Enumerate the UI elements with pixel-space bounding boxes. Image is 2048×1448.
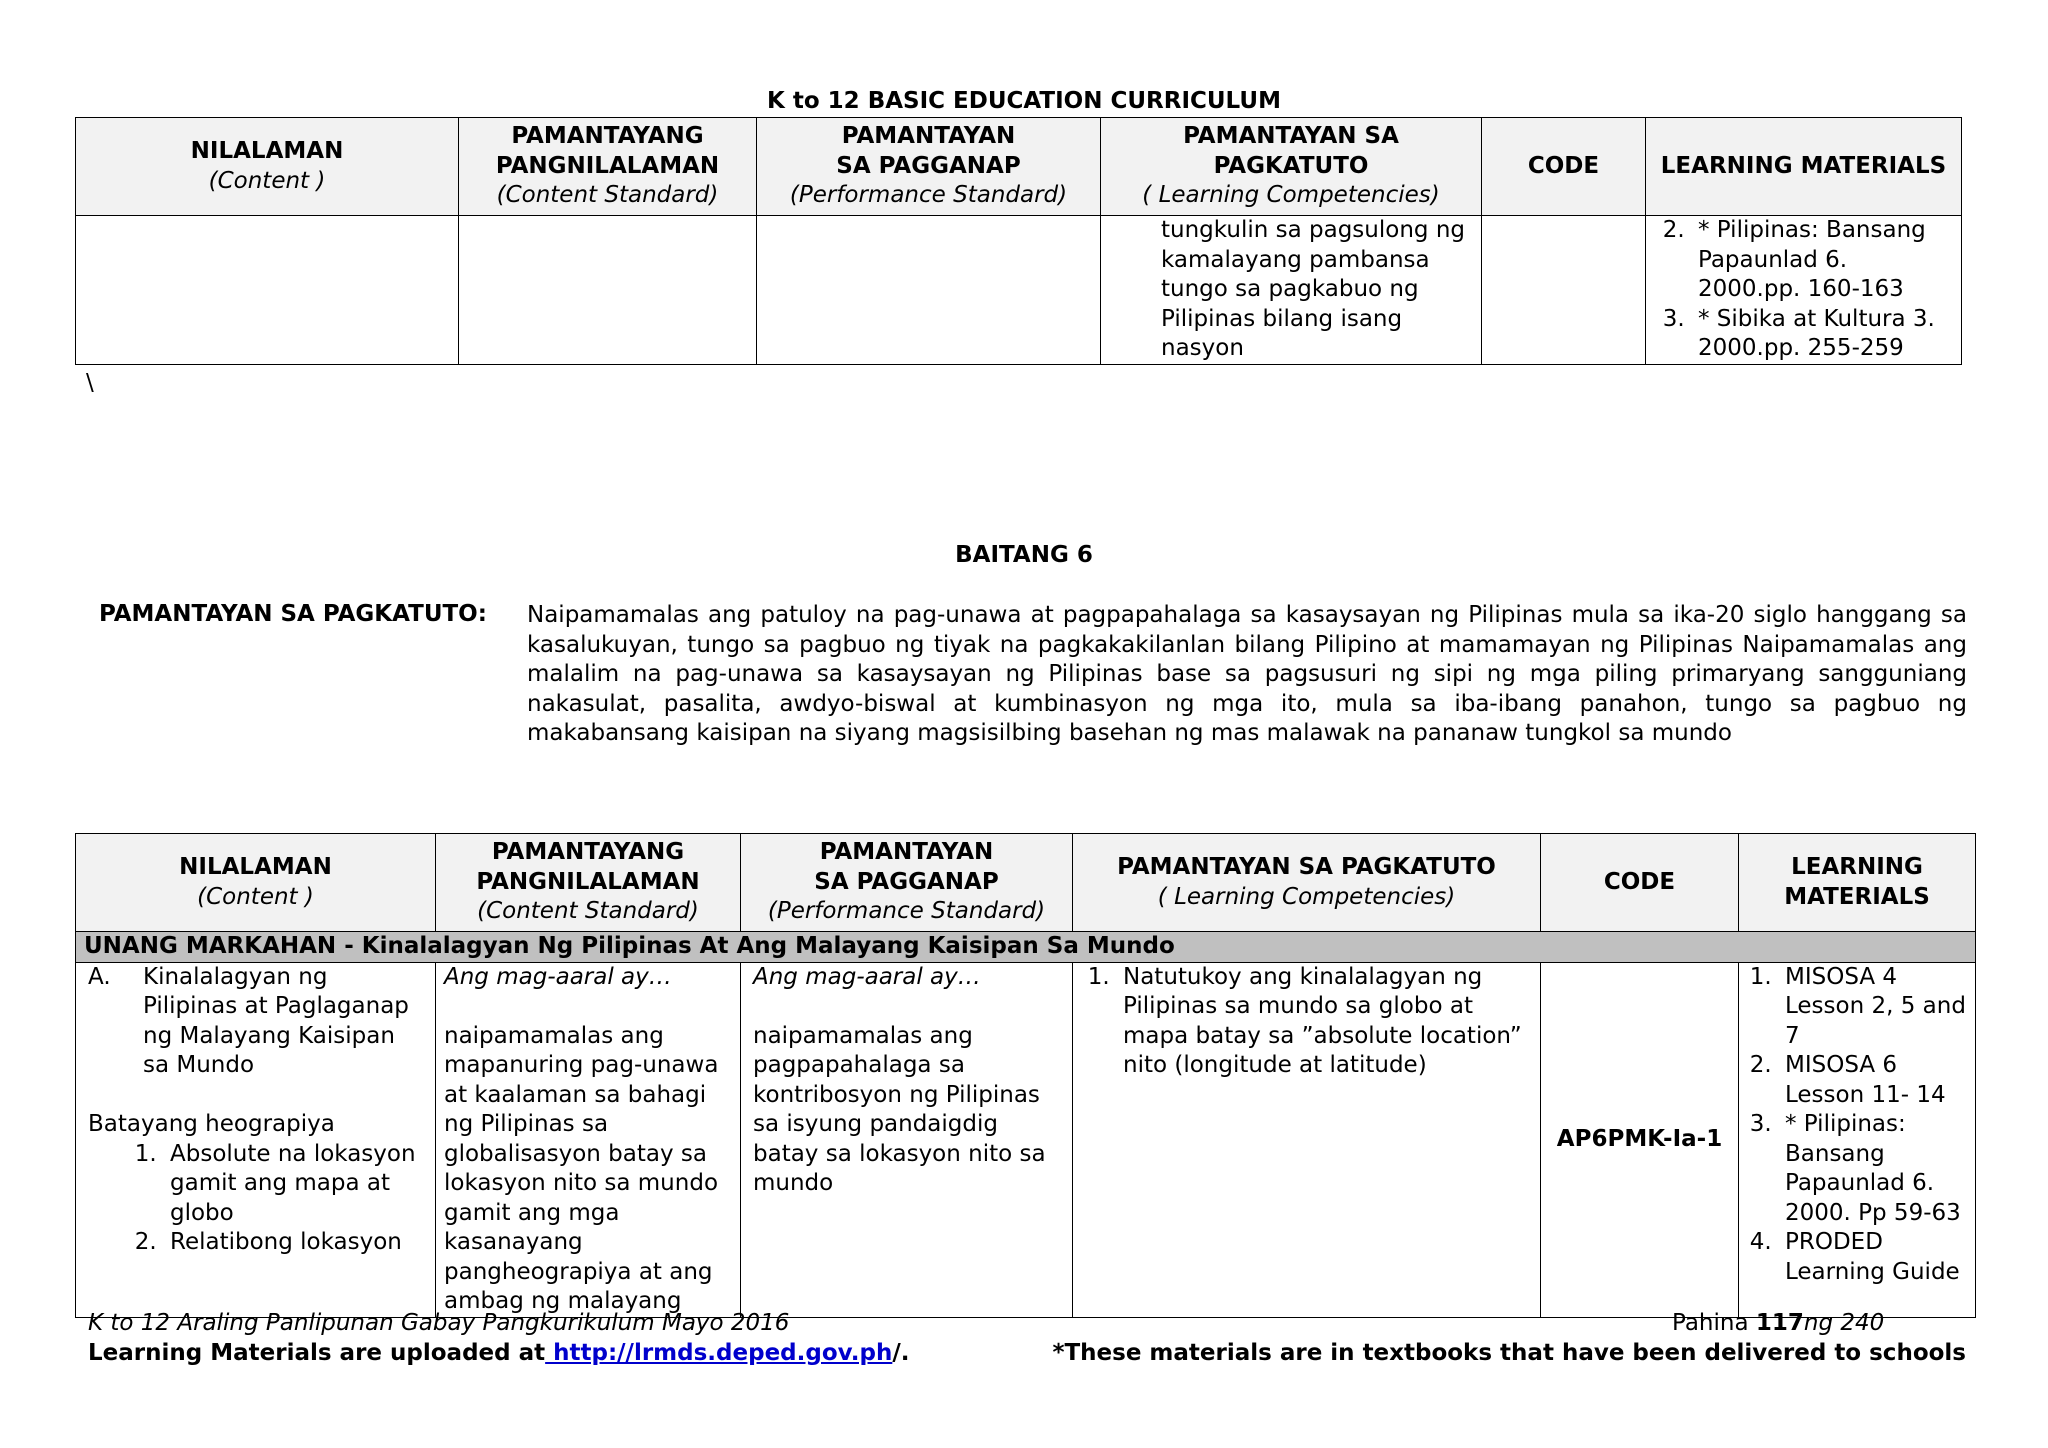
standard-body: naipamamalas ang mapanuring pag-unawa at kaalaman sa bahagi ng Pilipinas sa globalisasyon batay sa lokasyon nito sa mundo gamit ang mga kasanayang pangheograpiya at ang ambag ng malayang — [444, 1022, 719, 1314]
list-item: 1. Absolute na lokasyon gamit ang mapa at globo — [164, 1140, 427, 1229]
competency-line: nasyon — [1161, 335, 1244, 361]
col-header-performance-standard: PAMANTAYAN SA PAGGANAP (Performance Standard) — [757, 118, 1101, 216]
competency-cell — [1073, 962, 1541, 1317]
code-cell — [1482, 216, 1646, 365]
list-item: 1. MISOSA 4 Lesson 2, 5 and 7 — [1779, 963, 1967, 1052]
standard-body: naipamamalas ang pagpapahalaga sa kontribosyon ng Pilipinas sa isyung pandaigdig batay sa lokasyon nito sa mundo — [753, 1022, 1046, 1196]
competency-cell — [1101, 216, 1482, 365]
item-text: Kinalalagyan ng Pilipinas at Paglaganap ng Malayang Kaisipan sa Mundo — [143, 963, 409, 1078]
code-cell: AP6PMK-Ia-1 — [1541, 962, 1739, 1317]
footer-page-number: Pahina 117ng 240 — [1672, 1310, 1885, 1336]
competency-line: tungo sa pagkabuo ng — [1161, 276, 1419, 302]
competency-line: Pilipinas bilang isang — [1161, 305, 1403, 332]
col-header-content: NILALAMAN (Content ) — [76, 118, 459, 216]
content-subheading: Batayang heograpiya — [88, 1111, 335, 1137]
standard-label: PAMANTAYAN SA PAGKATUTO: — [99, 601, 487, 627]
list-item: 1. Natutukoy ang kinalalagyan ng Pilipinas sa mundo sa globo at mapa batay sa ”absolute location” nito (longitude at latitude) — [1117, 963, 1532, 1081]
performance-standard-cell — [741, 962, 1073, 1317]
lrmds-link[interactable]: http://lrmds.deped.gov.ph — [545, 1340, 893, 1366]
col-header-code: CODE — [1541, 834, 1739, 932]
quarter-row — [76, 932, 1976, 963]
standard-text: Naipamamalas ang patuloy na pag-unawa at pagpapahalaga sa kasaysayan ng Pilipinas mula sa ika-20 siglo hanggang sa kasalukuyan, tungo sa pagbuo ng tiyak na pagkakakilanlan bilang Pilipino at mamamayan ng Pilipinas Naipamamalas ang malalim na pag-unawa sa kasaysayan ng Pilipinas base sa pagsusuri ng sipi ng mga piling primaryang sangguniang nakasulat, pasalita, awdyo-biswal at kumbinasyon ng mga ito, mula sa iba-ibang panahon, tungo sa pagbuo ng makabansang kaisipan na siyang magsisilbing basehan ng mas malawak na pananaw tungkol sa mundo — [527, 602, 1967, 746]
materials-cell — [1739, 962, 1976, 1317]
col-header-learning-competencies: PAMANTAYAN SA PAGKATUTO ( Learning Competencies) — [1101, 118, 1482, 216]
col-header-content-standard: PAMANTAYANG PANGNILALAMAN (Content Standard) — [459, 118, 757, 216]
list-item: 2. * Pilipinas: Bansang Papaunlad 6. 2000.pp. 160-163 — [1692, 216, 1953, 305]
content-standard-cell — [459, 216, 757, 365]
competency-line: kamalayang pambansa — [1161, 246, 1430, 273]
content-standard-cell — [436, 962, 741, 1317]
table-row — [76, 216, 1962, 365]
col-header-content: NILALAMAN (Content ) — [76, 834, 436, 932]
list-item: 4. PRODED Learning Guide — [1779, 1228, 1967, 1287]
content-cell — [76, 216, 459, 365]
materials-list — [1739, 963, 1967, 1288]
list-item: 2. MISOSA 6 Lesson 11- 14 — [1779, 1051, 1967, 1110]
stray-character: \ — [86, 370, 94, 396]
materials-list — [1646, 216, 1953, 364]
item-letter: A. — [88, 963, 111, 990]
grade-heading: BAITANG 6 — [955, 542, 1093, 568]
footer-upload-note: Learning Materials are uploaded at http://lrmds.deped.gov.ph/. — [88, 1340, 910, 1366]
document-title: K to 12 BASIC EDUCATION CURRICULUM — [767, 88, 1281, 114]
content-item — [88, 963, 427, 1081]
table-row — [76, 962, 1976, 1317]
col-header-learning-materials: LEARNING MATERIALS — [1646, 118, 1962, 216]
quarter-heading: UNANG MARKAHAN - Kinalalagyan Ng Pilipinas At Ang Malayang Kaisipan Sa Mundo — [76, 932, 1976, 963]
standard-lead: Ang mag-aaral ay… — [753, 963, 981, 990]
footer-guide-title: K to 12 Araling Panlipunan Gabay Pangkurikulum Mayo 2016 — [88, 1310, 790, 1336]
curriculum-table-top — [75, 117, 1962, 365]
list-item: 2. Relatibong lokasyon — [164, 1228, 427, 1258]
col-header-performance-standard: PAMANTAYAN SA PAGGANAP (Performance Standard) — [741, 834, 1073, 932]
competency-line: tungkulin sa pagsulong ng — [1161, 217, 1465, 243]
standard-lead: Ang mag-aaral ay… — [444, 963, 672, 990]
content-cell — [76, 962, 436, 1317]
col-header-learning-competencies: PAMANTAYAN SA PAGKATUTO ( Learning Competencies) — [1073, 834, 1541, 932]
competency-list — [1073, 963, 1532, 1081]
footer-textbook-note: *These materials are in textbooks that have been delivered to schools — [1052, 1340, 1966, 1366]
list-item: 3. * Sibika at Kultura 3. 2000.pp. 255-259 — [1692, 305, 1953, 364]
content-sublist — [88, 1140, 427, 1258]
materials-cell — [1646, 216, 1962, 365]
col-header-content-standard: PAMANTAYANG PANGNILALAMAN (Content Standard) — [436, 834, 741, 932]
performance-standard-cell — [757, 216, 1101, 365]
list-item: 3. * Pilipinas: Bansang Papaunlad 6. 2000. Pp 59-63 — [1779, 1110, 1967, 1228]
curriculum-table-bottom — [75, 833, 1976, 1318]
col-header-code: CODE — [1482, 118, 1646, 216]
col-header-learning-materials: LEARNING MATERIALS — [1739, 834, 1976, 932]
